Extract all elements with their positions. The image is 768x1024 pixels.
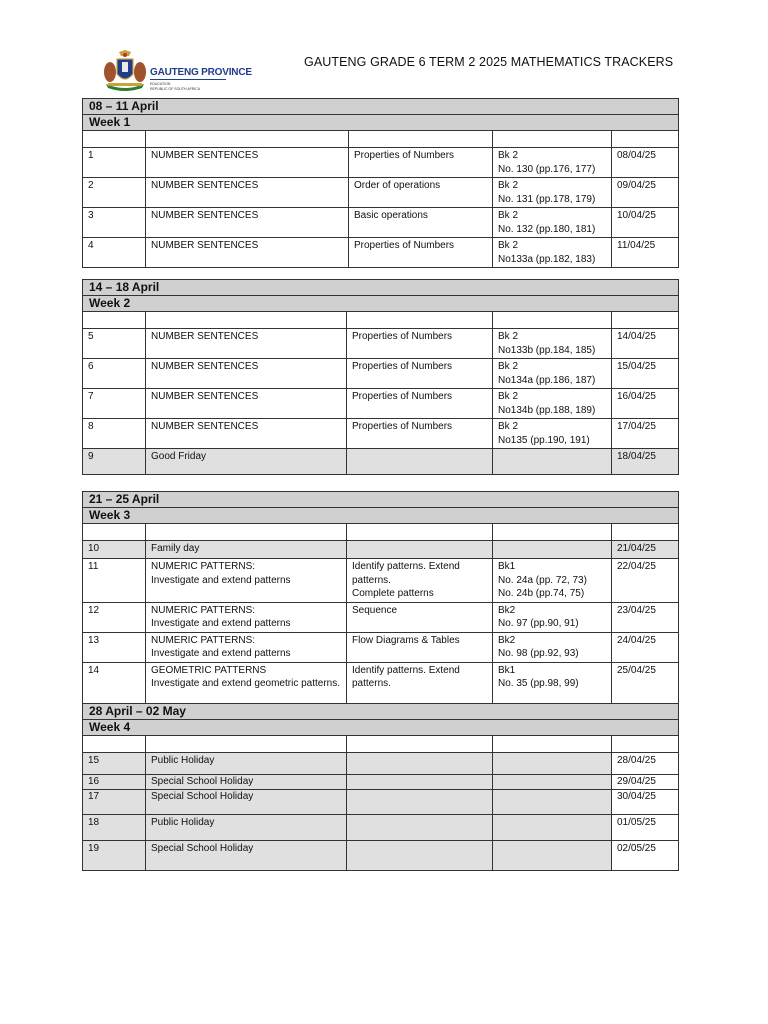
topic-cell: NUMERIC PATTERNS: Investigate and extend patterns <box>146 559 347 603</box>
lesson-number: 9 <box>83 449 146 475</box>
date-cell: 25/04/25 <box>612 662 679 703</box>
book-reference <box>493 541 612 559</box>
date-cell: 15/04/25 <box>612 359 679 389</box>
book-reference: Bk2 No. 97 (pp.90, 91) <box>493 602 612 632</box>
table-row <box>83 602 679 632</box>
book-reference: Bk 2 No134b (pp.188, 189) <box>493 389 612 419</box>
lesson-number: 5 <box>83 329 146 359</box>
concept-cell <box>347 752 493 774</box>
lesson-number: 2 <box>83 178 146 208</box>
week-label: Week 4 <box>83 719 679 735</box>
book-reference: Bk 2 No133a (pp.182, 183) <box>493 238 612 268</box>
date-cell: 23/04/25 <box>612 602 679 632</box>
table-row <box>83 389 679 419</box>
date-cell: 17/04/25 <box>612 419 679 449</box>
book-reference: Bk2 No. 98 (pp.92, 93) <box>493 632 612 662</box>
concept-cell: Properties of Numbers <box>349 148 493 178</box>
concept-cell: Identify patterns. Extend patterns. Complete patterns <box>347 559 493 603</box>
lesson-number: 13 <box>83 632 146 662</box>
concept-cell: Flow Diagrams & Tables <box>347 632 493 662</box>
lesson-number: 12 <box>83 602 146 632</box>
topic-cell: NUMBER SENTENCES <box>146 148 349 178</box>
book-reference: Bk 2 No. 131 (pp.178, 179) <box>493 178 612 208</box>
topic-cell: NUMBER SENTENCES <box>146 389 347 419</box>
lesson-number: 19 <box>83 840 146 870</box>
book-reference: Bk1 No. 35 (pp.98, 99) <box>493 662 612 703</box>
topic-cell: Special School Holiday <box>146 774 347 789</box>
date-cell: 16/04/25 <box>612 389 679 419</box>
topic-cell: NUMERIC PATTERNS: Investigate and extend patterns <box>146 602 347 632</box>
concept-cell <box>347 840 493 870</box>
table-row <box>83 449 679 475</box>
lesson-number: 3 <box>83 208 146 238</box>
date-cell: 29/04/25 <box>612 774 679 789</box>
topic-cell: Public Holiday <box>146 814 347 840</box>
lesson-number: 18 <box>83 814 146 840</box>
logo-divider <box>150 79 226 80</box>
book-reference: Bk 2 No. 132 (pp.180, 181) <box>493 208 612 238</box>
book-reference: Bk 2 No. 130 (pp.176, 177) <box>493 148 612 178</box>
concept-cell: Properties of Numbers <box>347 419 493 449</box>
date-cell: 08/04/25 <box>612 148 679 178</box>
lesson-number: 1 <box>83 148 146 178</box>
date-cell: 14/04/25 <box>612 329 679 359</box>
lesson-number: 6 <box>83 359 146 389</box>
book-reference: Bk 2 No133b (pp.184, 185) <box>493 329 612 359</box>
table-row <box>83 814 679 840</box>
topic-cell: Special School Holiday <box>146 840 347 870</box>
table-row <box>83 774 679 789</box>
coat-of-arms-icon <box>102 50 148 92</box>
concept-cell: Properties of Numbers <box>347 329 493 359</box>
book-reference <box>493 789 612 814</box>
lesson-number: 8 <box>83 419 146 449</box>
book-reference <box>493 840 612 870</box>
logo-subtitle: EDUCATION <box>150 82 171 86</box>
topic-cell: NUMBER SENTENCES <box>146 419 347 449</box>
lesson-number: 14 <box>83 662 146 703</box>
concept-cell: Properties of Numbers <box>349 238 493 268</box>
page-title: GAUTENG GRADE 6 TERM 2 2025 MATHEMATICS TRACKERS <box>304 55 674 69</box>
lesson-number: 4 <box>83 238 146 268</box>
logo-title: GAUTENG PROVINCE <box>150 67 252 78</box>
topic-cell: NUMERIC PATTERNS: Investigate and extend patterns <box>146 632 347 662</box>
concept-cell: Sequence <box>347 602 493 632</box>
table-row <box>83 359 679 389</box>
week-label: Week 3 <box>83 508 679 524</box>
topic-cell: Family day <box>146 541 347 559</box>
concept-cell: Properties of Numbers <box>347 359 493 389</box>
table-row <box>83 840 679 870</box>
date-cell: 18/04/25 <box>612 449 679 475</box>
lesson-number: 7 <box>83 389 146 419</box>
table-row <box>83 148 679 178</box>
table-row <box>83 789 679 814</box>
table-row <box>83 178 679 208</box>
topic-cell: Public Holiday <box>146 752 347 774</box>
lesson-number: 15 <box>83 752 146 774</box>
date-cell: 24/04/25 <box>612 632 679 662</box>
date-cell: 01/05/25 <box>612 814 679 840</box>
topic-cell: Good Friday <box>146 449 347 475</box>
book-reference: Bk1 No. 24a (pp. 72, 73) No. 24b (pp.74, 75) <box>493 559 612 603</box>
lesson-number: 16 <box>83 774 146 789</box>
table-row <box>83 208 679 238</box>
table-row <box>83 419 679 449</box>
week-label: Week 2 <box>83 296 679 312</box>
concept-cell <box>347 449 493 475</box>
date-cell: 11/04/25 <box>612 238 679 268</box>
period-label: 28 April – 02 May <box>83 703 679 719</box>
week-2-table <box>82 279 679 475</box>
gauteng-logo <box>100 50 252 94</box>
week-1-table <box>82 98 679 268</box>
table-row <box>83 541 679 559</box>
topic-cell: NUMBER SENTENCES <box>146 208 349 238</box>
table-row <box>83 329 679 359</box>
book-reference: Bk 2 No134a (pp.186, 187) <box>493 359 612 389</box>
book-reference <box>493 449 612 475</box>
week-3-4-table <box>82 491 679 871</box>
concept-cell: Identify patterns. Extend patterns. <box>347 662 493 703</box>
topic-cell: NUMBER SENTENCES <box>146 329 347 359</box>
book-reference: Bk 2 No135 (pp.190, 191) <box>493 419 612 449</box>
lesson-number: 17 <box>83 789 146 814</box>
concept-cell: Properties of Numbers <box>347 389 493 419</box>
date-cell: 21/04/25 <box>612 541 679 559</box>
lesson-number: 10 <box>83 541 146 559</box>
concept-cell <box>347 814 493 840</box>
period-label: 14 – 18 April <box>83 280 679 296</box>
date-cell: 10/04/25 <box>612 208 679 238</box>
concept-cell <box>347 774 493 789</box>
date-cell: 09/04/25 <box>612 178 679 208</box>
book-reference <box>493 752 612 774</box>
table-row <box>83 752 679 774</box>
topic-cell: GEOMETRIC PATTERNS Investigate and extend geometric patterns. <box>146 662 347 703</box>
book-reference <box>493 814 612 840</box>
table-row <box>83 662 679 703</box>
period-label: 08 – 11 April <box>83 99 679 115</box>
logo-subtitle: REPUBLIC OF SOUTH AFRICA <box>150 87 201 91</box>
concept-cell: Order of operations <box>349 178 493 208</box>
topic-cell: NUMBER SENTENCES <box>146 359 347 389</box>
book-reference <box>493 774 612 789</box>
period-label: 21 – 25 April <box>83 492 679 508</box>
topic-cell: NUMBER SENTENCES <box>146 238 349 268</box>
table-row <box>83 559 679 603</box>
table-row <box>83 632 679 662</box>
date-cell: 02/05/25 <box>612 840 679 870</box>
concept-cell: Basic operations <box>349 208 493 238</box>
date-cell: 22/04/25 <box>612 559 679 603</box>
concept-cell <box>347 789 493 814</box>
date-cell: 28/04/25 <box>612 752 679 774</box>
concept-cell <box>347 541 493 559</box>
table-row <box>83 238 679 268</box>
topic-cell: NUMBER SENTENCES <box>146 178 349 208</box>
topic-cell: Special School Holiday <box>146 789 347 814</box>
date-cell: 30/04/25 <box>612 789 679 814</box>
lesson-number: 11 <box>83 559 146 603</box>
week-label: Week 1 <box>83 115 679 131</box>
